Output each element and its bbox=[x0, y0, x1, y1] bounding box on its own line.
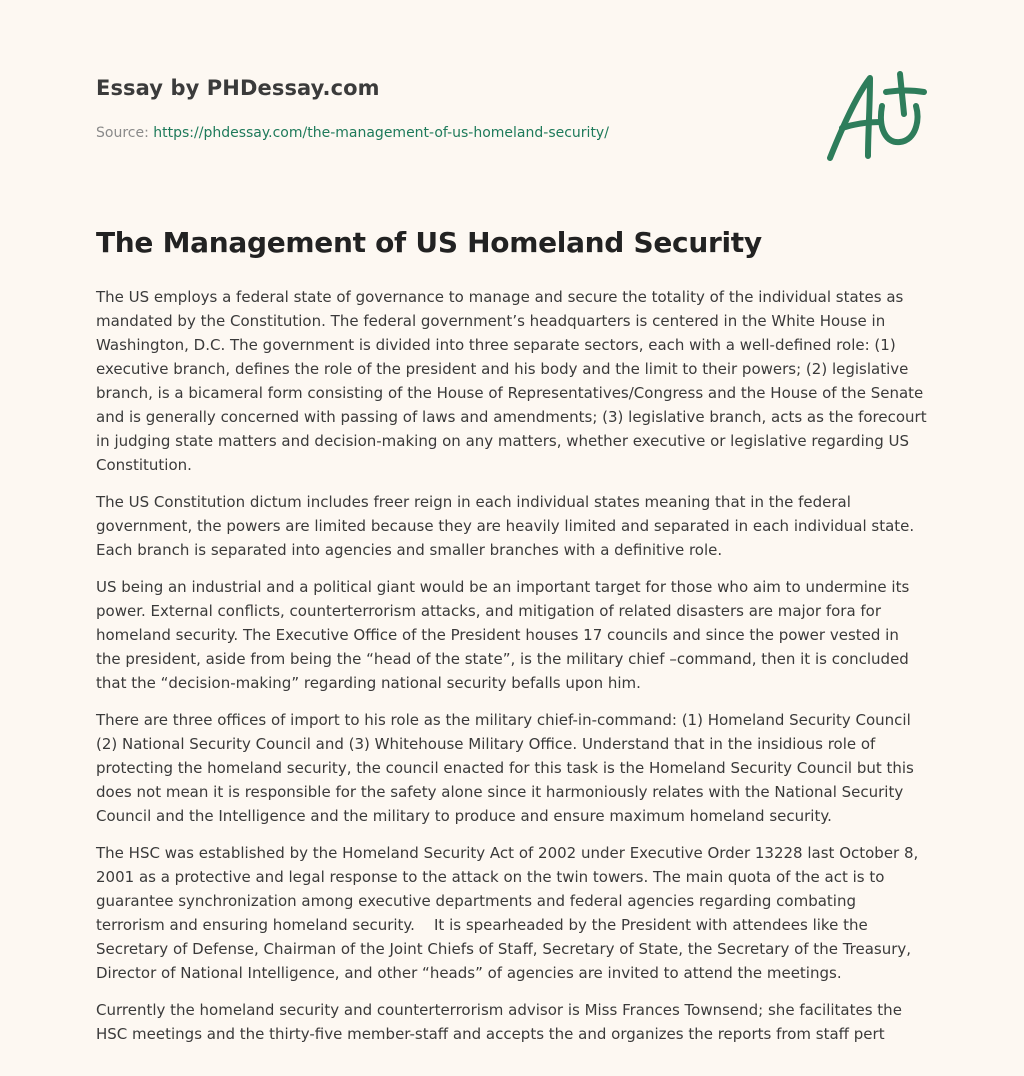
paragraph: Currently the homeland security and counterterrorism advisor is Miss Frances Townsend; she facilitates the HSC meetings and the thirty-five member-staff and accepts the and organizes the reports from staff pert bbox=[96, 1001, 907, 1043]
essay-body bbox=[96, 285, 932, 1059]
source-label: Source: bbox=[96, 125, 154, 141]
source-line bbox=[96, 125, 696, 141]
paragraph: The HSC was established by the Homeland Security Act of 2002 under Executive Order 13228 last October 8, 2001 as a protective and legal response to the attack on the twin towers. The main quota of the act is to guarantee synchronization among executive departments and federal agencies regarding combating terrorism and ensuring homeland security. It is spearheaded by the President with attendees like the Secretary of Defense, Chairman of the Joint Chiefs of Staff, Secretary of State, the Secretary of the Treasury, Director of National Intelligence, and other “heads” of agencies are invited to attend the meetings. bbox=[96, 844, 924, 982]
a-plus-logo-icon bbox=[820, 66, 930, 166]
essay-title: The Management of US Homeland Security bbox=[96, 226, 762, 259]
paragraph: The US Constitution dictum includes freer reign in each individual states meaning that in the federal government, the powers are limited because they are heavily limited and separated in each individual state. Each branch is separated into agencies and smaller branches with a definitive role. bbox=[96, 493, 919, 559]
paragraph: There are three offices of import to his role as the military chief-in-command: (1) Homeland Security Council (2) National Security Council and (3) Whitehouse Military Office. Understand that in the insidious role of protecting the homeland security, the council enacted for this task is the Homeland Security Council but this does not mean it is responsible for the safety alone since it harmoniously relates with the National Security Council and the Intelligence and the military to produce and ensure maximum homeland security. bbox=[96, 711, 919, 825]
source-link[interactable]: https://phdessay.com/the-management-of-us-homeland-security/ bbox=[153, 125, 609, 141]
page-header bbox=[96, 76, 696, 141]
paragraph: US being an industrial and a political giant would be an important target for those who aim to undermine its power. External conflicts, counterterrorism attacks, and mitigation of related disasters are major fora for homeland security. The Executive Office of the President houses 17 councils and since the power vested in the president, aside from being the “head of the state”, is the military chief –command, then it is concluded that the “decision-making” regarding national security befalls upon him. bbox=[96, 578, 915, 692]
site-brand: Essay by PHDessay.com bbox=[96, 76, 380, 100]
paragraph: The US employs a federal state of governance to manage and secure the totality of the individual states as mandated by the Constitution. The federal government’s headquarters is centered in the White House in Washington, D.C. The government is divided into three separate sectors, each with a well-defined role: (1) executive branch, defines the role of the president and his body and the limit to their powers; (2) legislative branch, is a bicameral form consisting of the House of Representatives/Congress and the House of the Senate and is generally concerned with passing of laws and amendments; (3) legislative branch, acts as the forecourt in judging state matters and decision-making on any matters, whether executive or legislative regarding US Constitution. bbox=[96, 288, 932, 474]
